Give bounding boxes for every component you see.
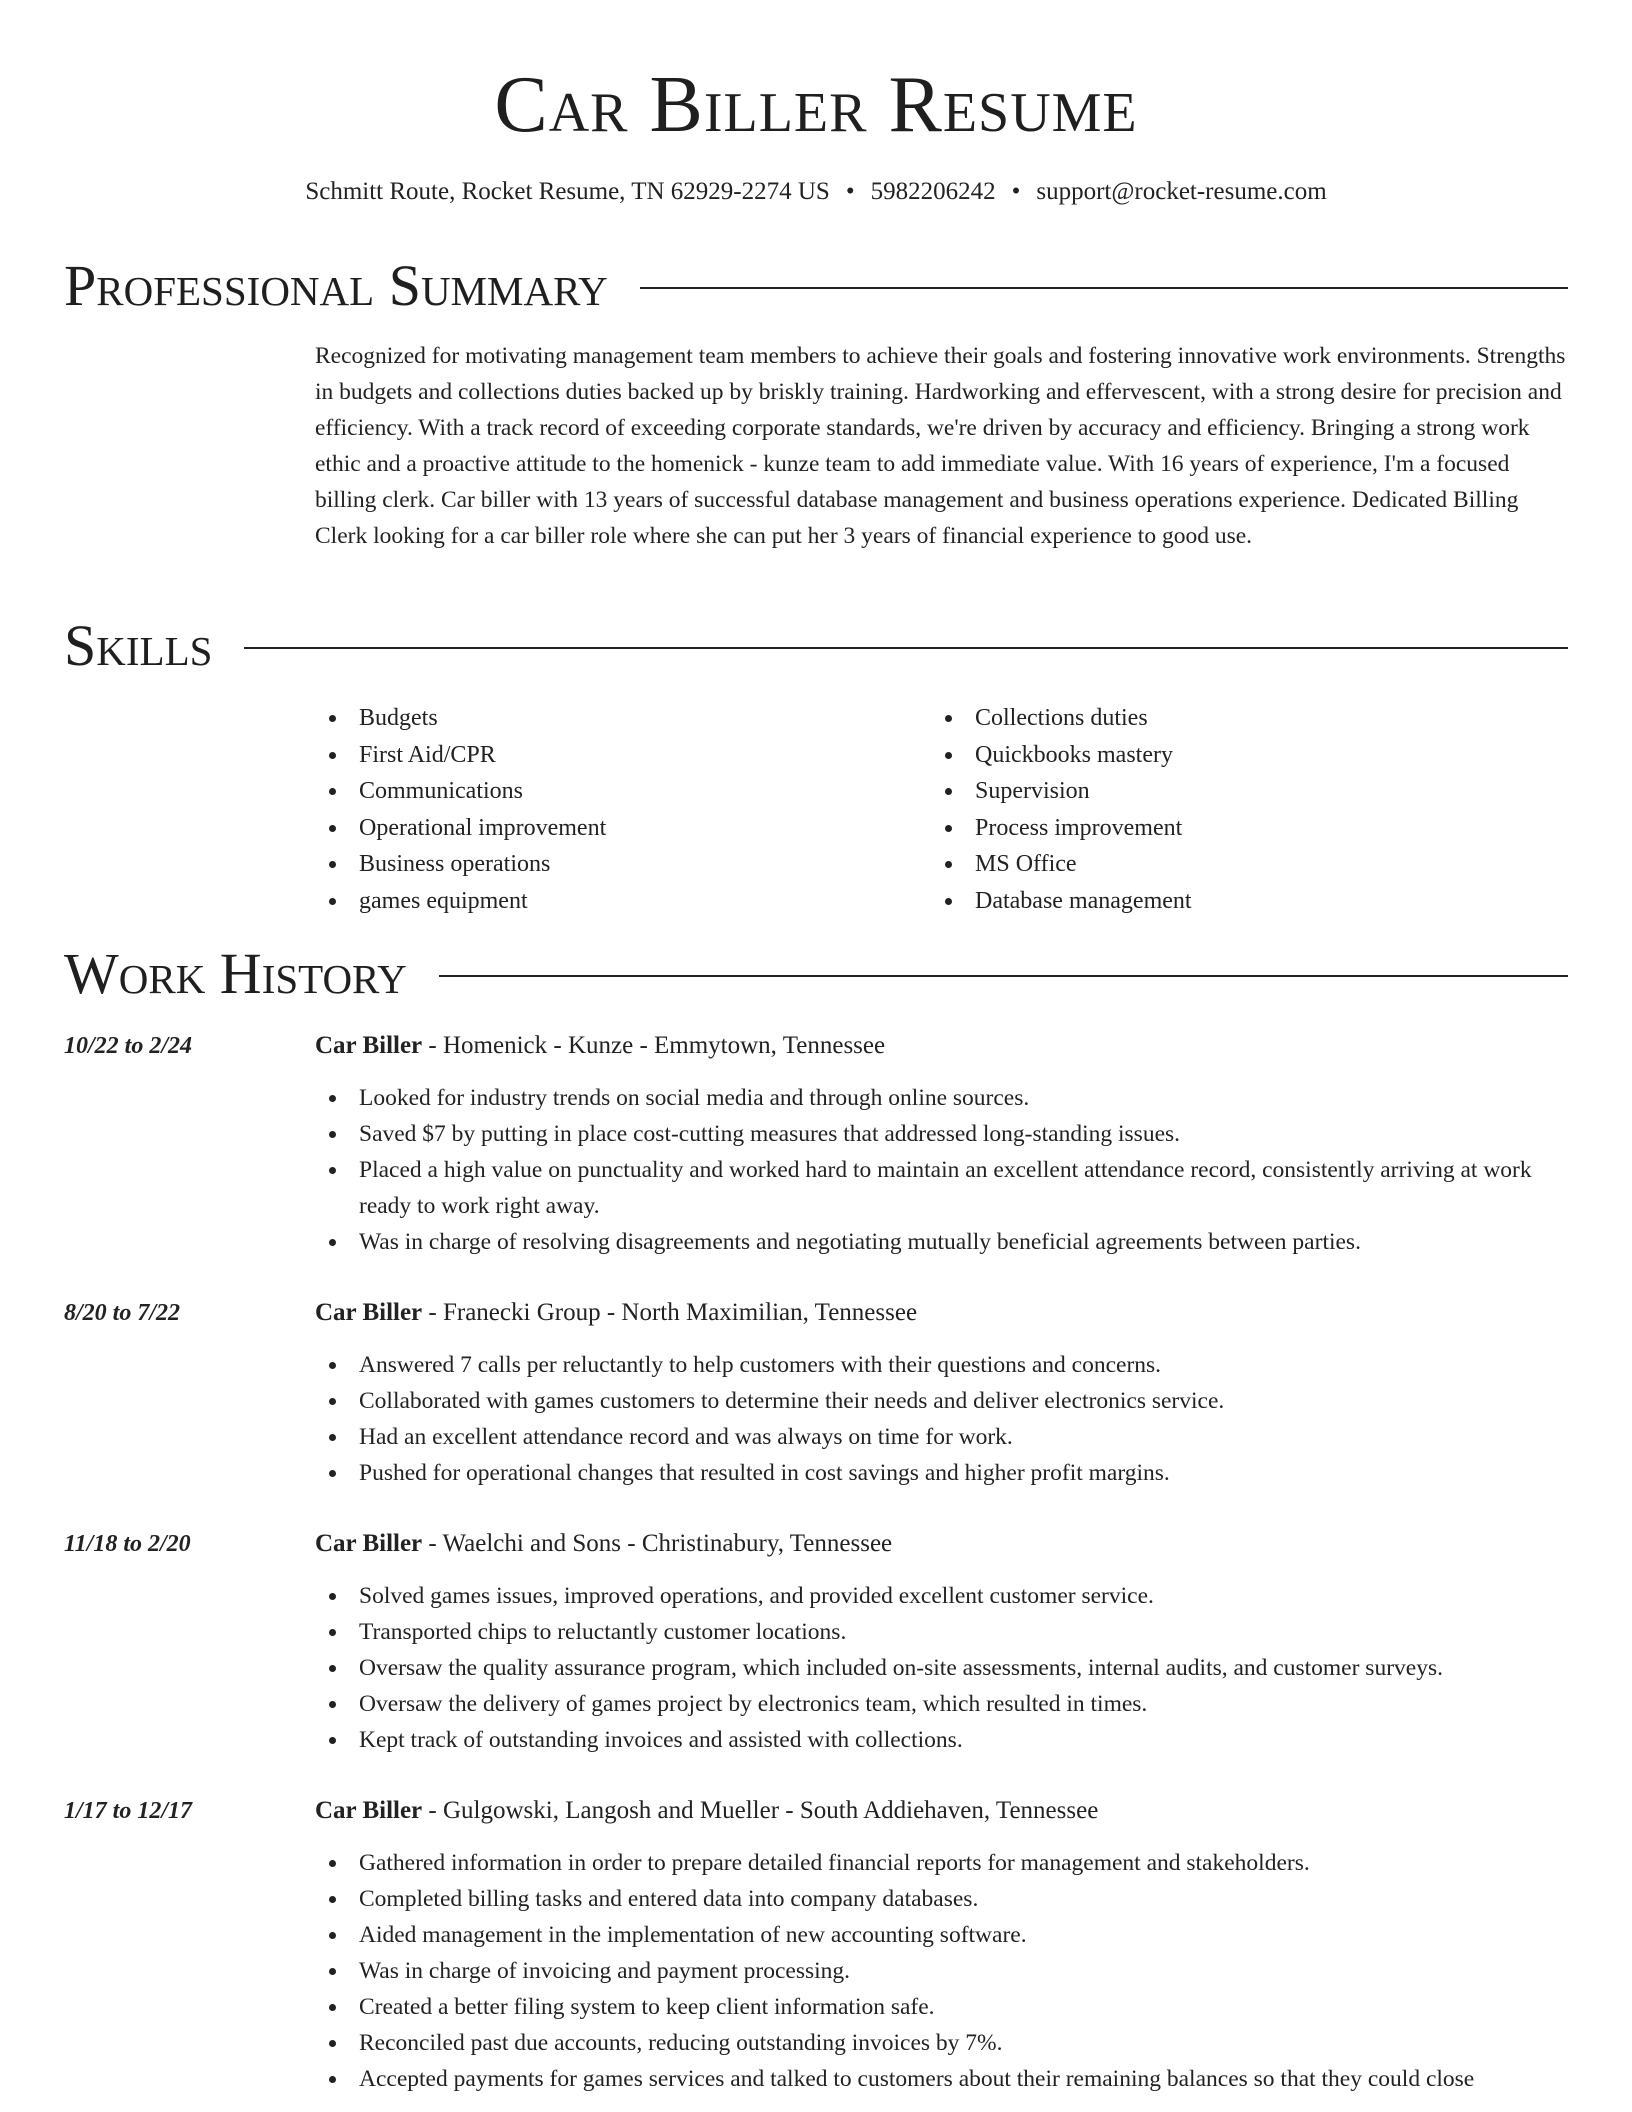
job-bullet: Transported chips to reluctantly customer locations. [315,1614,1575,1650]
job-employer: - Gulgowski, Langosh and Mueller - South Addiehaven, Tennessee [422,1797,1099,1824]
job-heading [315,1295,917,1331]
contact-phone: 5982206242 [870,178,996,205]
job-bullet: Collaborated with games customers to determine their needs and deliver electronics service. [315,1383,1575,1419]
contact-separator: • [845,178,855,205]
job-bullet: Answered 7 calls per reluctantly to help customers with their questions and concerns. [315,1347,1575,1383]
skill-item: Process improvement [931,810,1531,847]
skill-item: Budgets [315,700,915,737]
job-title: Car Biller [315,1299,423,1326]
skill-item: games equipment [315,883,915,920]
job-bullets [315,1578,1575,1758]
job-dates: 1/17 to 12/17 [64,1798,193,1824]
job-bullets [315,1845,1575,2097]
job-dates: 8/20 to 7/22 [64,1300,181,1326]
skills-heading: Skills [64,613,213,678]
skills-section-header [64,614,1568,678]
job-bullet: Created a better filing system to keep client information safe. [315,1989,1575,2025]
section-divider [439,975,1568,977]
job-bullet: Saved $7 by putting in place cost-cutting measures that addressed long-standing issues. [315,1116,1575,1152]
job-dates: 10/22 to 2/24 [64,1033,193,1059]
job-dates: 11/18 to 2/20 [64,1531,191,1557]
job-bullet: Oversaw the delivery of games project by electronics team, which resulted in times. [315,1686,1575,1722]
job-bullet: Looked for industry trends on social media and through online sources. [315,1080,1575,1116]
job-bullet: Was in charge of resolving disagreements and negotiating mutually beneficial agreements between parties. [315,1224,1575,1260]
job-heading [315,1526,892,1562]
contact-address: Schmitt Route, Rocket Resume, TN 62929-2274 US [305,178,830,205]
job-bullet: Reconciled past due accounts, reducing outstanding invoices by 7%. [315,2025,1575,2061]
job-bullet: Had an excellent attendance record and was always on time for work. [315,1419,1575,1455]
job-title: Car Biller [315,1530,423,1557]
job-heading [315,1793,1098,1829]
job-bullet: Was in charge of invoicing and payment processing. [315,1953,1575,1989]
section-divider [640,287,1568,289]
skill-item: First Aid/CPR [315,737,915,774]
job-bullet: Pushed for operational changes that resulted in cost savings and higher profit margins. [315,1455,1575,1491]
skill-item: Business operations [315,846,915,883]
job-bullet: Oversaw the quality assurance program, which included on-site assessments, internal audits, and customer surveys. [315,1650,1575,1686]
skill-item: MS Office [931,846,1531,883]
work-heading: Work History [64,941,407,1006]
job-employer: - Franecki Group - North Maximilian, Tennessee [422,1299,918,1326]
summary-text: Recognized for motivating management team members to achieve their goals and fostering innovative work environments. Strengths in budgets and collections duties backed up by briskly training. Hardworking and effervescent, with a strong desire for precision and efficiency. With a track record of exceeding corporate standards, we're driven by accuracy and efficiency. Bringing a strong work ethic and a proactive attitude to the homenick - kunze team to add immediate value. With 16 years of experience, I'm a focused billing clerk. Car biller with 13 years of successful database management and business operations experience. Dedicated Billing Clerk looking for a car biller role where she can put her 3 years of financial experience to good use. [315,343,1566,549]
work-section-header [64,942,1568,1006]
skill-item: Collections duties [931,700,1531,737]
job-bullet: Solved games issues, improved operations, and provided excellent customer service. [315,1578,1575,1614]
job-title: Car Biller [315,1797,423,1824]
job-bullets [315,1080,1575,1260]
job-employer: - Waelchi and Sons - Christinabury, Tennessee [422,1530,893,1557]
summary-section-header [64,254,1568,318]
job-bullet: Kept track of outstanding invoices and assisted with collections. [315,1722,1575,1758]
contact-line [0,176,1632,208]
job-employer: - Homenick - Kunze - Emmytown, Tennessee [422,1032,886,1059]
skills-list-left [315,700,915,919]
summary-heading: Professional Summary [64,253,608,318]
skill-item: Operational improvement [315,810,915,847]
job-title: Car Biller [315,1032,423,1059]
skills-list-right [931,700,1531,919]
job-heading [315,1028,885,1064]
job-bullet: Accepted payments for games services and talked to customers about their remaining balances so that they could close [315,2061,1575,2097]
skill-item: Quickbooks mastery [931,737,1531,774]
job-bullets [315,1347,1575,1491]
skill-item: Supervision [931,773,1531,810]
job-bullet: Aided management in the implementation of new accounting software. [315,1917,1575,1953]
contact-separator: • [1011,178,1021,205]
contact-email: support@rocket-resume.com [1036,178,1327,205]
job-bullet: Gathered information in order to prepare detailed financial reports for management and stakeholders. [315,1845,1575,1881]
section-divider [244,647,1568,649]
job-bullet: Completed billing tasks and entered data into company databases. [315,1881,1575,1917]
skill-item: Communications [315,773,915,810]
resume-title: Car Biller Resume [494,61,1138,149]
job-bullet: Placed a high value on punctuality and worked hard to maintain an excellent attendance record, consistently arriving at work ready to work right away. [315,1152,1575,1224]
skill-item: Database management [931,883,1531,920]
